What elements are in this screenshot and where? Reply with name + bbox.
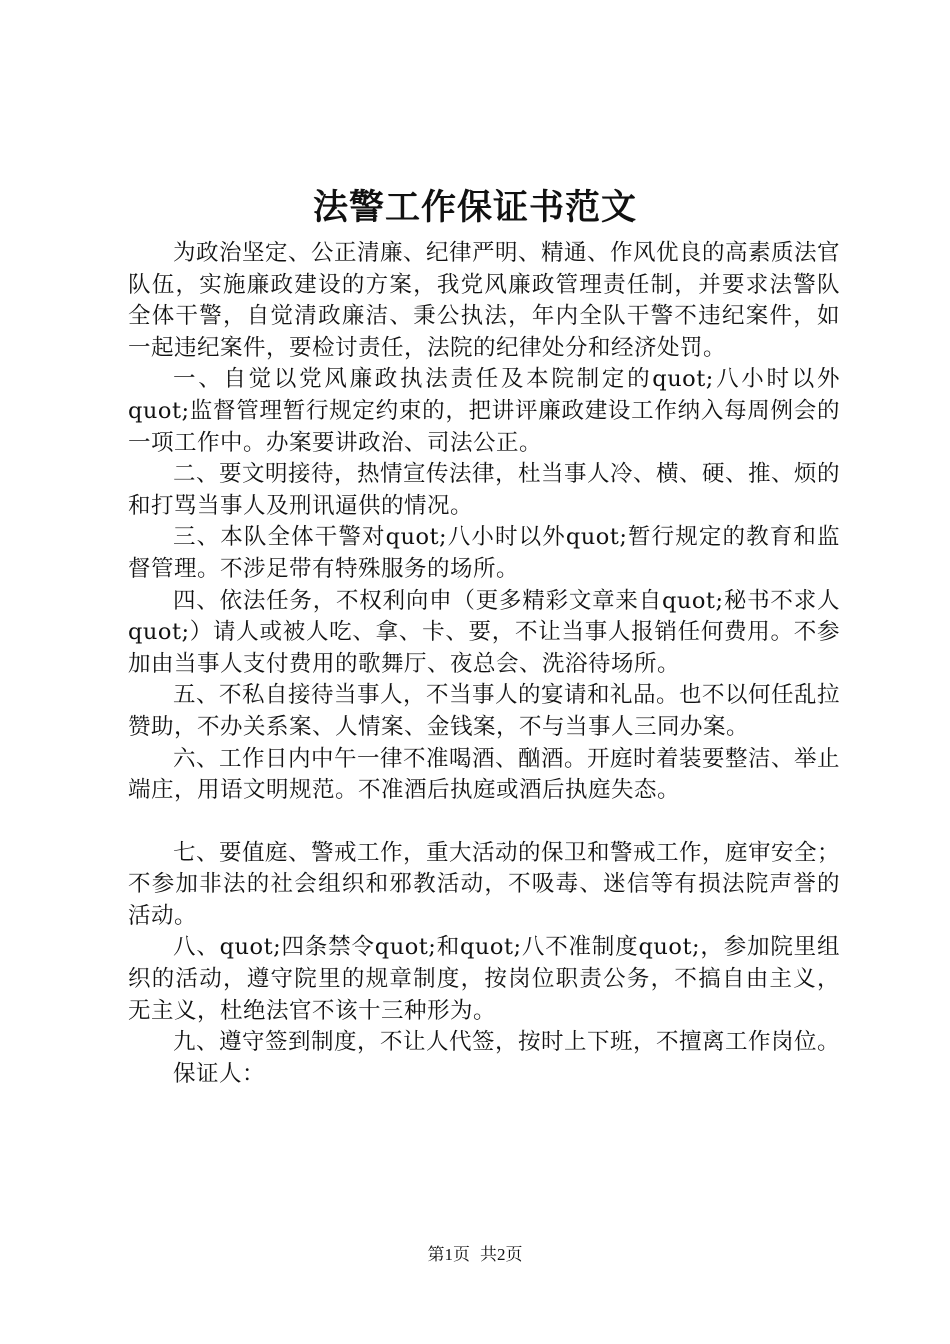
paragraph-item-4: 四、依法任务，不权利向申（更多精彩文章来自quot;秘书不求人quot;）请人或被人吃、拿、卡、要，不让当事人报销任何费用。不参加由当事人支付费用的歌舞厅、夜总会、洗浴待场所。: [128, 587, 840, 677]
page-footer: [0, 1243, 950, 1267]
page-number-current: 第1页: [427, 1245, 470, 1264]
paragraph-item-8: 八、quot;四条禁令quot;和quot;八不准制度quot;，参加院里组织的活动，遵守院里的规章制度，按岗位职责公务，不搞自由主义，无主义，杜绝法官不该十三种形为。: [128, 934, 840, 1024]
paragraph-item-3: 三、本队全体干警对quot;八小时以外quot;暂行规定的教育和监督管理。不涉足带有特殊服务的场所。: [128, 524, 840, 582]
paragraph-item-1: 一、自觉以党风廉政执法责任及本院制定的quot;八小时以外quot;监督管理暂行规定约束的，把讲评廉政建设工作纳入每周例会的一项工作中。办案要讲政治、司法公正。: [128, 366, 840, 456]
document-body: [128, 238, 840, 1090]
paragraph-item-6: 六、工作日内中午一律不准喝酒、酗酒。开庭时着装要整洁、举止端庄，用语文明规范。不准酒后执庭或酒后执庭失态。: [128, 745, 841, 804]
paragraph-intro: 为政治坚定、公正清廉、纪律严明、精通、作风优良的高素质法官队伍，实施廉政建设的方案，我党风廉政管理责任制，并要求法警队全体干警，自觉清政廉洁、秉公执法，年内全队干警不违纪案件，如一起违纪案件，要检讨责任，法院的纪律处分和经济处罚。: [128, 240, 841, 361]
paragraph-item-2: 二、要文明接待，热情宣传法律，杜当事人冷、横、硬、推、烦的和打骂当事人及刑讯逼供的情况。: [128, 461, 841, 519]
paragraph-item-7: 七、要值庭、警戒工作，重大活动的保卫和警戒工作，庭审安全；不参加非法的社会组织和邪教活动，不吸毒、迷信等有损法院声誉的活动。: [128, 839, 841, 929]
page-number-total: 共2页: [480, 1245, 523, 1264]
paragraph-item-5: 五、不私自接待当事人，不当事人的宴请和礼品。也不以何任乱拉赞助，不办关系案、人情案、金钱案，不与当事人三同办案。: [128, 682, 841, 740]
document-title: 法警工作保证书范文: [312, 187, 637, 228]
guarantor-label: 保证人：: [173, 1060, 266, 1087]
paragraph-item-9: 九、遵守签到制度，不让人代签，按时上下班，不擅离工作岗位。: [173, 1029, 841, 1056]
